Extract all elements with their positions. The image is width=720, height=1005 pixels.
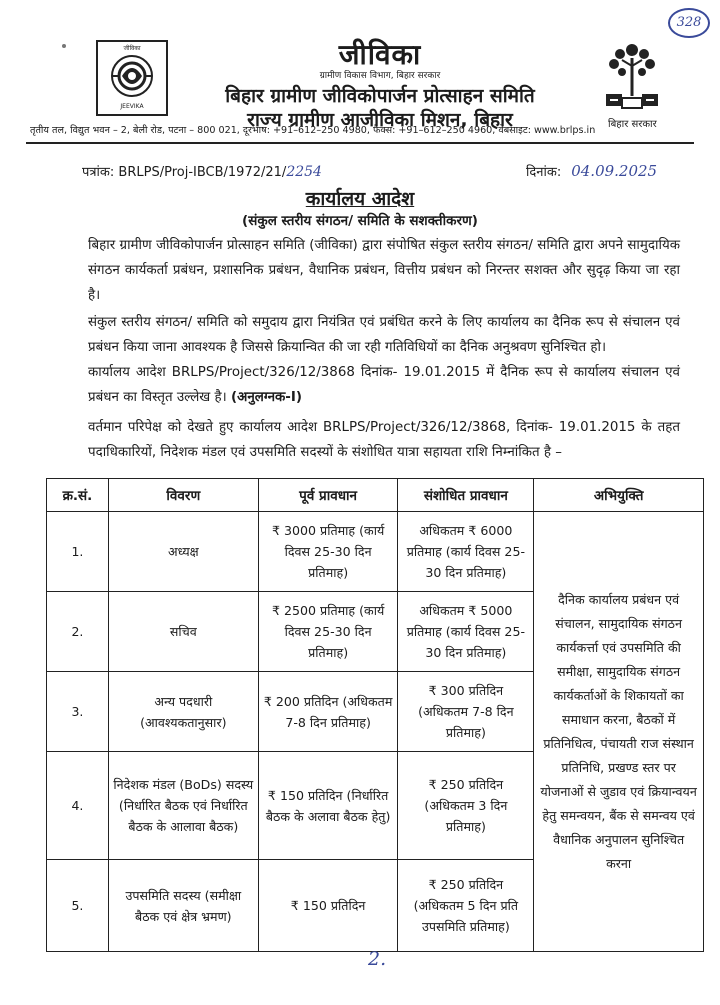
reference-label: पत्रांक: BRLPS/Proj-IBCB/1972/21/ (82, 165, 287, 180)
logo-bottom-text: JEEVIKA (120, 103, 144, 110)
table-row (47, 512, 704, 592)
column-header: विवरण (108, 479, 258, 512)
emblem-caption: बिहार सरकार (608, 119, 657, 130)
serial-number: 1. (47, 512, 109, 592)
paragraph-3 (88, 360, 680, 410)
paragraph-2: संकुल स्तरीय संगठन/ समिति को समुदाय द्वारा नियंत्रित एवं प्रबंधित करने के लिए कार्यालय का दैनिक रूप से संचालन एवं प्रबंधन किया जाना आवश्यक है जिससे क्रियान्वित की जा रही गतिविधियों का दैनिक अनुश्रवण सुनिश्चित हो। (88, 315, 680, 355)
brand-subtitle: ग्रामीण विकास विभाग, बिहार सरकार (319, 71, 441, 81)
serial-number: 3. (47, 672, 109, 752)
document-subtitle: (संकुल स्तरीय संगठन/ समिति के सशक्तीकरण) (242, 213, 478, 229)
allowance-table (46, 478, 704, 952)
designation: सचिव (108, 592, 258, 672)
scan-speck (62, 44, 66, 48)
revised-provision: ₹ 250 प्रतिदिन (अधिकतम 3 दिन प्रतिमाह) (398, 752, 534, 860)
org-name-line1: बिहार ग्रामीण जीविकोपार्जन प्रोत्साहन समिति (225, 85, 535, 107)
designation: अध्यक्ष (108, 512, 258, 592)
table-header-row (47, 479, 704, 512)
letterhead-divider (26, 142, 694, 144)
bihar-emblem-icon (600, 36, 664, 116)
handwritten-page-mark: 2. (368, 948, 387, 970)
previous-provision: ₹ 2500 प्रतिमाह (कार्य दिवस 25-30 दिन प्रतिमाह) (258, 592, 398, 672)
letter-reference (82, 162, 322, 180)
serial-number: 4. (47, 752, 109, 860)
logo-top-text: जीविका (123, 45, 141, 52)
designation: उपसमिति सदस्य (समीक्षा बैठक एवं क्षेत्र भ्रमण) (108, 860, 258, 952)
previous-provision: ₹ 150 प्रतिदिन (258, 860, 398, 952)
column-header: संशोधित प्रावधान (398, 479, 534, 512)
serial-number: 2. (47, 592, 109, 672)
previous-provision: ₹ 150 प्रतिदिन (निर्धारित बैठक के अलावा बैठक हेतु) (258, 752, 398, 860)
remarks: दैनिक कार्यालय प्रबंधन एवं संचालन, सामुदायिक संगठन कार्यकर्त्ता एवं उपसमिति की समीक्षा, सामुदायिक संगठन कार्यकर्ताओं के शिकायतों का समाधान करना, बैठकों में प्रतिनिधित्व, पंचायती राज संस्थान प्रतिनिधि, प्रखण्ड स्तर पर योजनाओं से जुडाव एवं क्रियान्वयन हेतु समन्वयन, बैंक से समन्वय एवं वैधानिक अनुपालन सुनिश्चित करना (534, 512, 704, 952)
letter-date (526, 162, 657, 180)
revised-provision: अधिकतम ₹ 5000 प्रतिमाह (कार्य दिवस 25-30 दिन प्रतिमाह) (398, 592, 534, 672)
column-header: अभियुक्ति (534, 479, 704, 512)
column-header: पूर्व प्रावधान (258, 479, 398, 512)
document-title: कार्यालय आदेश (305, 188, 415, 210)
annexure-reference: (अनुलग्नक-I) (230, 390, 302, 405)
paragraph-3-text: कार्यालय आदेश BRLPS/Project/326/12/3868 दिनांक- 19.01.2015 में दैनिक रूप से कार्यालय संचालन एवं प्रबंधन का विस्तृत उल्लेख है। (88, 365, 680, 405)
revised-provision: अधिकतम ₹ 6000 प्रतिमाह (कार्य दिवस 25-30 दिन प्रतिमाह) (398, 512, 534, 592)
serial-number: 5. (47, 860, 109, 952)
brand-name: जीविका (338, 38, 422, 71)
previous-provision: ₹ 200 प्रतिदिन (अधिकतम 7-8 दिन प्रतिमाह) (258, 672, 398, 752)
designation: निदेशक मंडल (BoDs) सदस्य (निर्धारित बैठक एवं निर्धारित बैठक के आलावा बैठक) (108, 752, 258, 860)
handwritten-letter-number: 2254 (286, 164, 322, 180)
letterhead-address: तृतीय तल, विद्युत भवन – 2, बेली रोड, पटना – 800 021, दूरभाष: +91–612–250 4980, फैक्स: +91–612–250 4960, वेबसाइट: www.brlps.in (30, 125, 596, 136)
paragraph-1: बिहार ग्रामीण जीविकोपार्जन प्रोत्साहन समिति (जीविका) द्वारा संपोषित संकुल स्तरीय संगठन/ समिति द्वारा अपने सामुदायिक संगठन कार्यकर्ता प्रबंधन, प्रशासनिक प्रबंधन, वैधानिक प्रबंधन, वित्तीय प्रबंधन को निरन्तर सशक्त और सुदृढ़ किया जा रहा है। (88, 238, 680, 303)
letterhead-brand (190, 40, 570, 132)
designation: अन्य पदधारी (आवश्यकतानुसार) (108, 672, 258, 752)
revised-provision: ₹ 300 प्रतिदिन (अधिकतम 7-8 दिन प्रतिमाह) (398, 672, 534, 752)
page-number-stamp: 328 (668, 8, 710, 38)
column-header: क्र.सं. (47, 479, 109, 512)
paragraph-4: वर्तमान परिपेक्ष को देखते हुए कार्यालय आदेश BRLPS/Project/326/12/3868, दिनांक- 19.01.2015 के तहत पदाधिकारियों, निदेशक मंडल एवं उपसमिति सदस्यों के संशोधित यात्रा सहायता राशि निम्नांकित है – (88, 420, 680, 460)
org-name-line2: राज्य ग्रामीण आजीविका मिशन, बिहार (247, 109, 513, 131)
handwritten-date: 04.09.2025 (571, 162, 658, 180)
previous-provision: ₹ 3000 प्रतिमाह (कार्य दिवस 25-30 दिन प्रतिमाह) (258, 512, 398, 592)
jeevika-logo (96, 40, 168, 116)
date-label: दिनांक: (526, 165, 562, 180)
revised-provision: ₹ 250 प्रतिदिन (अधिकतम 5 दिन प्रति उपसमिति प्रतिमाह) (398, 860, 534, 952)
